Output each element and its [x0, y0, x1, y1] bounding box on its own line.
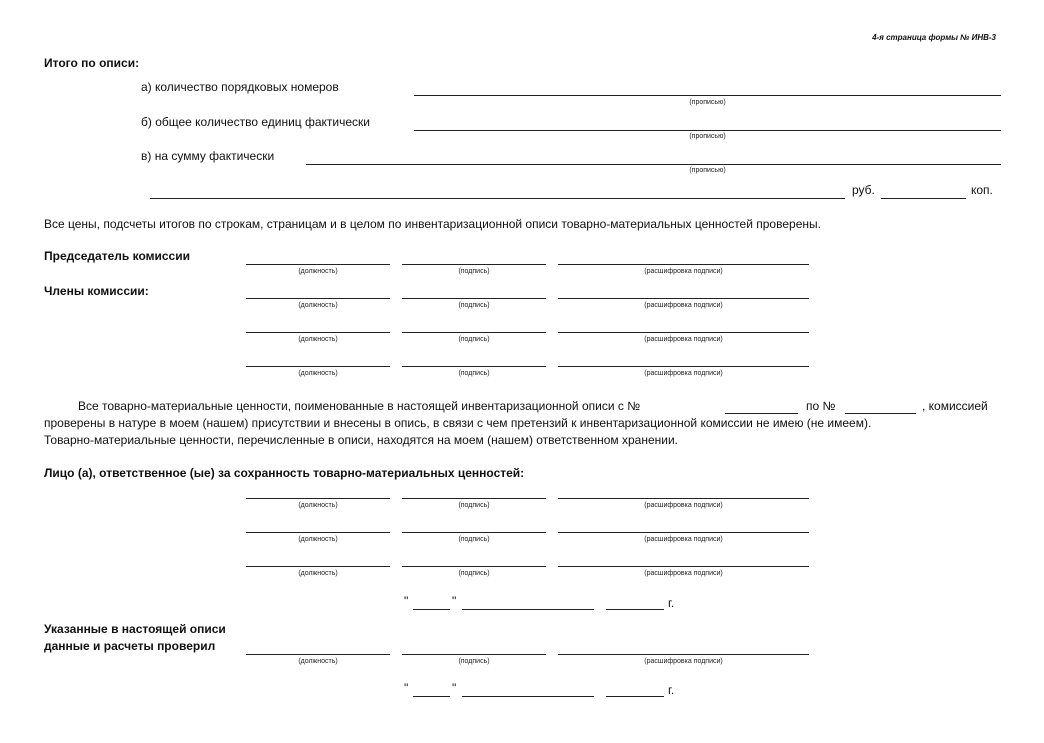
position-field[interactable]	[246, 332, 390, 333]
date-quote-open: "	[404, 594, 409, 608]
decoding-field[interactable]	[558, 298, 809, 299]
date-year-field[interactable]	[606, 609, 664, 610]
statement-line1-to: по №	[806, 399, 836, 413]
date-year-field[interactable]	[606, 696, 664, 697]
decoding-caption: (расшифровка подписи)	[644, 268, 723, 275]
signature-caption: (подпись)	[458, 536, 490, 543]
signature-caption: (подпись)	[458, 370, 490, 377]
kop-label: коп.	[971, 183, 993, 197]
signature-field[interactable]	[402, 654, 546, 655]
statement-line3: Товарно-материальные ценности, перечисленные в описи, находятся на моем (нашем) ответственном хранении.	[44, 433, 678, 447]
to-number-field[interactable]	[845, 413, 916, 414]
position-caption: (должность)	[298, 570, 338, 577]
signature-field[interactable]	[402, 264, 546, 265]
members-label: Члены комиссии:	[44, 284, 149, 298]
in-words-caption: (прописью)	[689, 99, 726, 106]
position-caption: (должность)	[298, 370, 338, 377]
signature-field[interactable]	[402, 366, 546, 367]
decoding-field[interactable]	[558, 654, 809, 655]
position-field[interactable]	[246, 298, 390, 299]
position-field[interactable]	[246, 654, 390, 655]
signature-field[interactable]	[402, 566, 546, 567]
from-number-field[interactable]	[725, 413, 798, 414]
totals-c-field[interactable]	[306, 164, 1001, 165]
decoding-field[interactable]	[558, 264, 809, 265]
decoding-caption: (расшифровка подписи)	[644, 336, 723, 343]
responsible-title: Лицо (а), ответственное (ые) за сохранность товарно-материальных ценностей:	[44, 466, 525, 480]
position-caption: (должность)	[298, 502, 338, 509]
totals-sum-words-field[interactable]	[150, 198, 845, 199]
position-field[interactable]	[246, 264, 390, 265]
position-caption: (должность)	[298, 536, 338, 543]
signature-field[interactable]	[402, 298, 546, 299]
decoding-caption: (расшифровка подписи)	[644, 502, 723, 509]
totals-b-field[interactable]	[414, 130, 1001, 131]
signature-field[interactable]	[402, 332, 546, 333]
date-quote-close: "	[452, 681, 457, 695]
checked-label-line2: данные и расчеты проверил	[44, 639, 216, 653]
decoding-field[interactable]	[558, 366, 809, 367]
date-day-field[interactable]	[413, 609, 450, 610]
date-year-label: г.	[668, 596, 675, 610]
date-quote-open: "	[404, 681, 409, 695]
chairman-label: Председатель комиссии	[44, 249, 190, 263]
totals-b-label: б) общее количество единиц фактически	[141, 115, 371, 129]
position-field[interactable]	[246, 532, 390, 533]
rub-label: руб.	[852, 183, 875, 197]
checked-label-line1: Указанные в настоящей описи	[44, 622, 226, 636]
signature-caption: (подпись)	[458, 570, 490, 577]
signature-caption: (подпись)	[458, 336, 490, 343]
in-words-caption: (прописью)	[689, 167, 726, 174]
position-field[interactable]	[246, 566, 390, 567]
decoding-field[interactable]	[558, 532, 809, 533]
totals-title: Итого по описи:	[44, 56, 140, 70]
date-year-label: г.	[668, 683, 675, 697]
signature-caption: (подпись)	[458, 502, 490, 509]
decoding-field[interactable]	[558, 332, 809, 333]
position-field[interactable]	[246, 366, 390, 367]
totals-a-label: а) количество порядковых номеров	[141, 80, 339, 94]
decoding-caption: (расшифровка подписи)	[644, 570, 723, 577]
date-month-field[interactable]	[462, 696, 594, 697]
form-page-header: 4-я страница формы № ИНВ-3	[872, 33, 996, 42]
statement-line1-start: Все товарно-материальные ценности, поименованные в настоящей инвентаризационной описи с №	[78, 399, 641, 413]
decoding-field[interactable]	[558, 498, 809, 499]
decoding-caption: (расшифровка подписи)	[644, 370, 723, 377]
position-caption: (должность)	[298, 302, 338, 309]
totals-a-field[interactable]	[414, 95, 1001, 96]
signature-field[interactable]	[402, 498, 546, 499]
decoding-field[interactable]	[558, 566, 809, 567]
verified-note: Все цены, подсчеты итогов по строкам, страницам и в целом по инвентаризационной описи товарно-материальных ценностей проверены.	[44, 217, 821, 231]
decoding-caption: (расшифровка подписи)	[644, 302, 723, 309]
position-caption: (должность)	[298, 658, 338, 665]
decoding-caption: (расшифровка подписи)	[644, 658, 723, 665]
in-words-caption: (прописью)	[689, 133, 726, 140]
position-caption: (должность)	[298, 268, 338, 275]
statement-line2: проверены в натуре в моем (нашем) присутствии и внесены в опись, в связи с чем претензий к инвентаризационной комиссии не имею (не имеем).	[44, 416, 872, 430]
signature-field[interactable]	[402, 532, 546, 533]
kop-field[interactable]	[881, 198, 966, 199]
date-day-field[interactable]	[413, 696, 450, 697]
position-caption: (должность)	[298, 336, 338, 343]
signature-caption: (подпись)	[458, 268, 490, 275]
signature-caption: (подпись)	[458, 658, 490, 665]
decoding-caption: (расшифровка подписи)	[644, 536, 723, 543]
date-month-field[interactable]	[462, 609, 594, 610]
statement-line1-end: , комиссией	[922, 399, 988, 413]
date-quote-close: "	[452, 594, 457, 608]
position-field[interactable]	[246, 498, 390, 499]
totals-c-label: в) на сумму фактически	[141, 149, 275, 163]
signature-caption: (подпись)	[458, 302, 490, 309]
